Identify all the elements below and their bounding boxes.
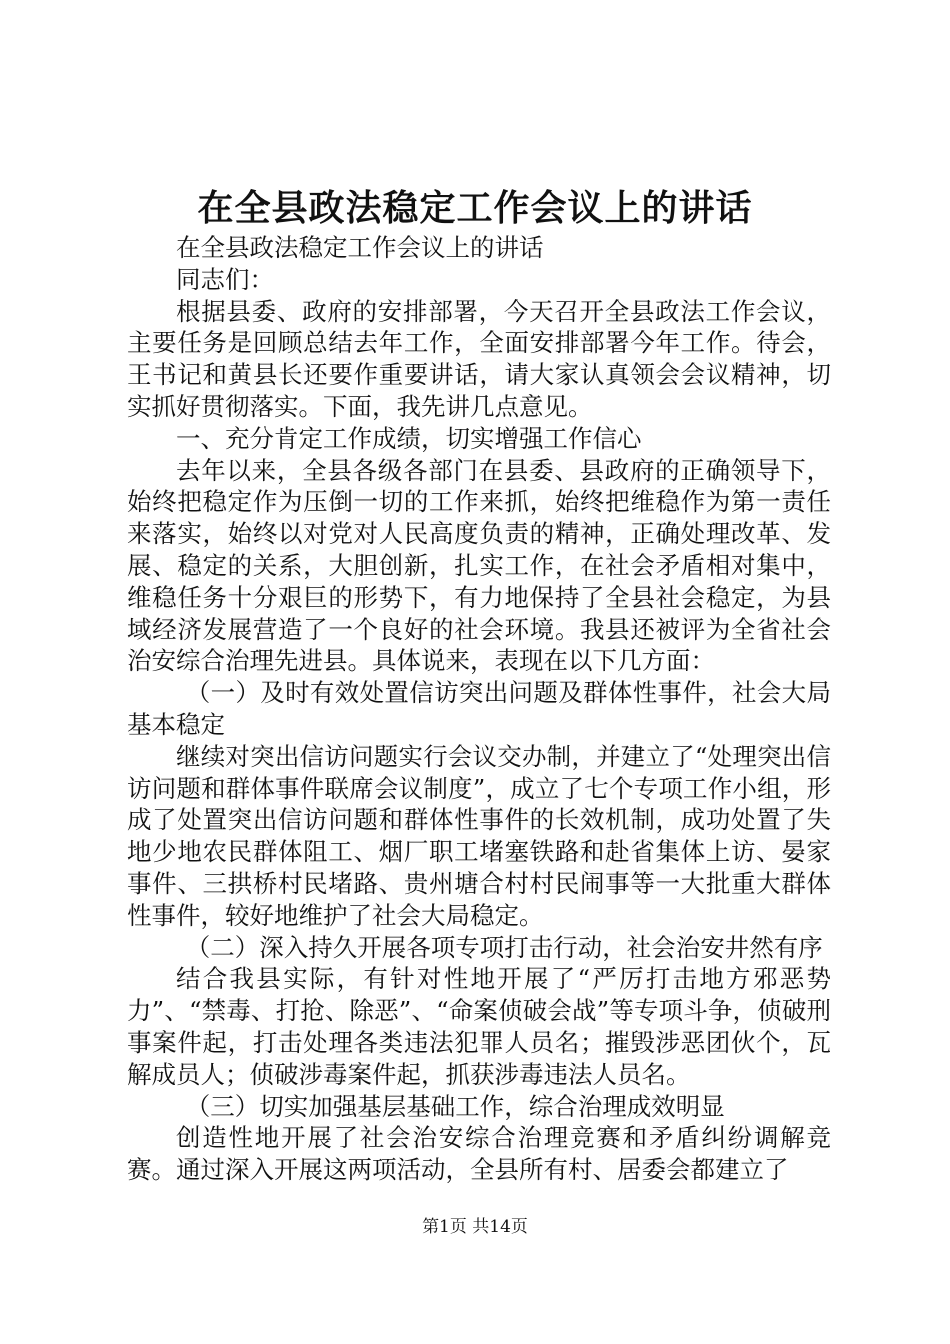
section-heading: 一、充分肯定工作成绩，切实增强工作信心 [176, 423, 642, 453]
paragraph: 创造性地开展了社会治安综合治理竞赛和矛盾纠纷调解竞赛。通过深入开展这两项活动，全县所有村、居委会都建立了 [127, 1123, 831, 1185]
paragraph: 结合我县实际，有针对性地开展了“严厉打击地方邪恶势力”、“禁毒、打抢、除恶”、“命案侦破会战”等专项斗争，侦破刑事案件起，打击处理各类违法犯罪人员名；摧毁涉恶团伙个，瓦解成员人；侦破涉毒案件起，抓获涉毒违法人员名。 [127, 964, 831, 1089]
paragraph: 根据县委、政府的安排部署，今天召开全县政法工作会议，主要任务是回顾总结去年工作，全面安排部署今年工作。待会，王书记和黄县长还要作重要讲话，请大家认真领会会议精神，切实抓好贯彻落实。下面，我先讲几点意见。 [127, 296, 831, 421]
subsection-heading: （二）深入持久开展各项专项打击行动，社会治安井然有序 [185, 932, 823, 962]
paragraph: 去年以来，全县各级各部门在县委、县政府的正确领导下，始终把稳定作为压倒一切的工作来抓，始终把维稳作为第一责任来落实，始终以对党对人民高度负责的精神，正确处理改革、发展、稳定的关系，大胆创新，扎实工作，在社会矛盾相对集中，维稳任务十分艰巨的形势下，有力地保持了全县社会稳定，为县域经济发展营造了一个良好的社会环境。我县还被评为全省社会治安综合治理先进县。具体说来，表现在以下几方面： [127, 455, 831, 676]
paragraph: 同志们： [176, 264, 274, 294]
paragraph: 继续对突出信访问题实行会议交办制，并建立了“处理突出信访问题和群体事件联席会议制度”，成立了七个专项工作小组，形成了处置突出信访问题和群体性事件的长效机制，成功处置了失地少地农民群体阻工、烟厂职工堵塞铁路和赴省集体上访、晏家事件、三拱桥村民堵路、贵州塘合村村民闹事等一大批重大群体性事件，较好地维护了社会大局稳定。 [127, 741, 831, 930]
subsection-heading: （三）切实加强基层基础工作，综合治理成效明显 [185, 1091, 725, 1121]
paragraph: 在全县政法稳定工作会议上的讲话 [176, 233, 544, 262]
page-footer: 第1页 共14页 [422, 1217, 528, 1237]
document-body [127, 232, 831, 1186]
document-title: 在全县政法稳定工作会议上的讲话 [197, 187, 753, 229]
subsection-heading: （一）及时有效处置信访突出问题及群体性事件，社会大局基本稳定 [127, 678, 831, 739]
